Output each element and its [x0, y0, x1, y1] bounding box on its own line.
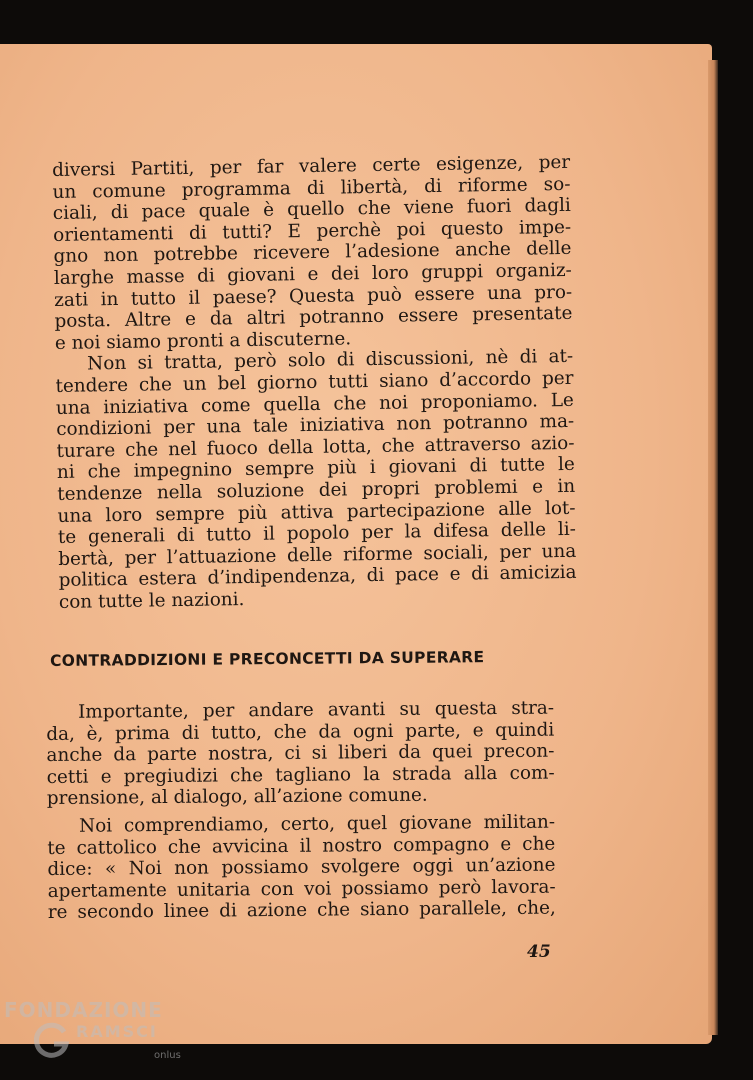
text-line: ciali, di pace quale è quello che viene fuori dagli: [52, 195, 571, 225]
text-line: larghe masse di giovani e dei loro gruppi organiz-: [53, 259, 572, 289]
text-line: diversi Partiti, per far valere certe esigenze, per: [52, 151, 571, 181]
text-line: posta. Altre e da altri potranno essere presentate: [54, 303, 573, 333]
text-line: gno non potrebbe ricevere l’adesione anche delle: [53, 238, 572, 268]
paragraph-4: [47, 812, 556, 924]
page-number: 45: [527, 942, 551, 962]
section-body-text: [46, 698, 556, 924]
text-line: Noi comprendiamo, certo, quel giovane militan-: [78, 811, 556, 837]
text-line: re secondo linee di azione che siano parallele, che,: [47, 897, 556, 924]
text-line: cetti e pregiudizi che tagliano la strada alla com-: [46, 762, 555, 788]
text-line: dice: « Noi non possiamo svolgere oggi un’azione: [47, 854, 556, 881]
text-line: tendenze nella soluzione dei propri problemi e in: [57, 475, 576, 505]
text-line: un comune programma di libertà, di riforme so-: [52, 173, 571, 203]
watermark-title: FONDAZIONE: [4, 998, 163, 1022]
text-line: anche da parte nostra, ci si liberi da quei precon-: [46, 740, 555, 767]
text-line: una loro sempre più attiva partecipazione alle lot-: [57, 497, 576, 527]
text-line: zati in tutto il paese? Questa può essere una pro-: [54, 281, 573, 311]
text-line: te generali di tutto il popolo per la difesa delle li-: [57, 518, 577, 549]
watermark-subtitle: RAMSCI: [76, 1022, 158, 1041]
watermark-onlus: onlus: [154, 1050, 181, 1061]
text-line: tendere che un bel giorno tutti siano d’accordo per: [55, 367, 574, 397]
text-line: Importante, per andare avanti su questa stra-: [77, 697, 555, 723]
watermark-g-icon: [32, 1020, 72, 1060]
text-line: condizioni per una tale iniziativa non potranno ma-: [56, 410, 575, 441]
text-line: te cattolico che avvicina il nostro compagno e che: [47, 833, 556, 859]
text-line: e noi siamo pronti a discuterne.: [54, 328, 352, 354]
text-line: bertà, per l’attuazione delle riforme sociali, per una: [58, 540, 577, 570]
text-line: apertamente unitaria con voi possiamo però lavora-: [47, 876, 556, 902]
paragraph-2: [55, 346, 577, 613]
text-line: una iniziativa come quella che noi proponiamo. Le: [55, 389, 574, 419]
paragraph-1: [52, 152, 573, 354]
text-line: orientamenti di tutti? E perchè poi questo impe-: [53, 216, 572, 246]
section-heading: CONTRADDIZIONI E PRECONCETTI DA SUPERARE: [50, 648, 485, 670]
paragraph-3: [46, 698, 555, 810]
page-edge: [708, 60, 718, 1035]
body-text: [52, 152, 577, 614]
text-line: ni che impegnino sempre più i giovani di tutte le: [56, 454, 576, 484]
text-line: politica estera d’indipendenza, di pace e di amicizia: [58, 562, 577, 592]
text-line: turare che nel fuoco della lotta, che attraverso azio-: [56, 432, 575, 462]
text-line: Non si tratta, però solo di discussioni, nè di at-: [87, 346, 574, 375]
text-line: prensione, al dialogo, all’azione comune.: [46, 785, 428, 810]
text-line: da, è, prima di tutto, che da ogni parte, e quindi: [46, 719, 555, 745]
text-line: con tutte le nazioni.: [58, 588, 245, 613]
watermark-logo: [4, 998, 184, 1078]
